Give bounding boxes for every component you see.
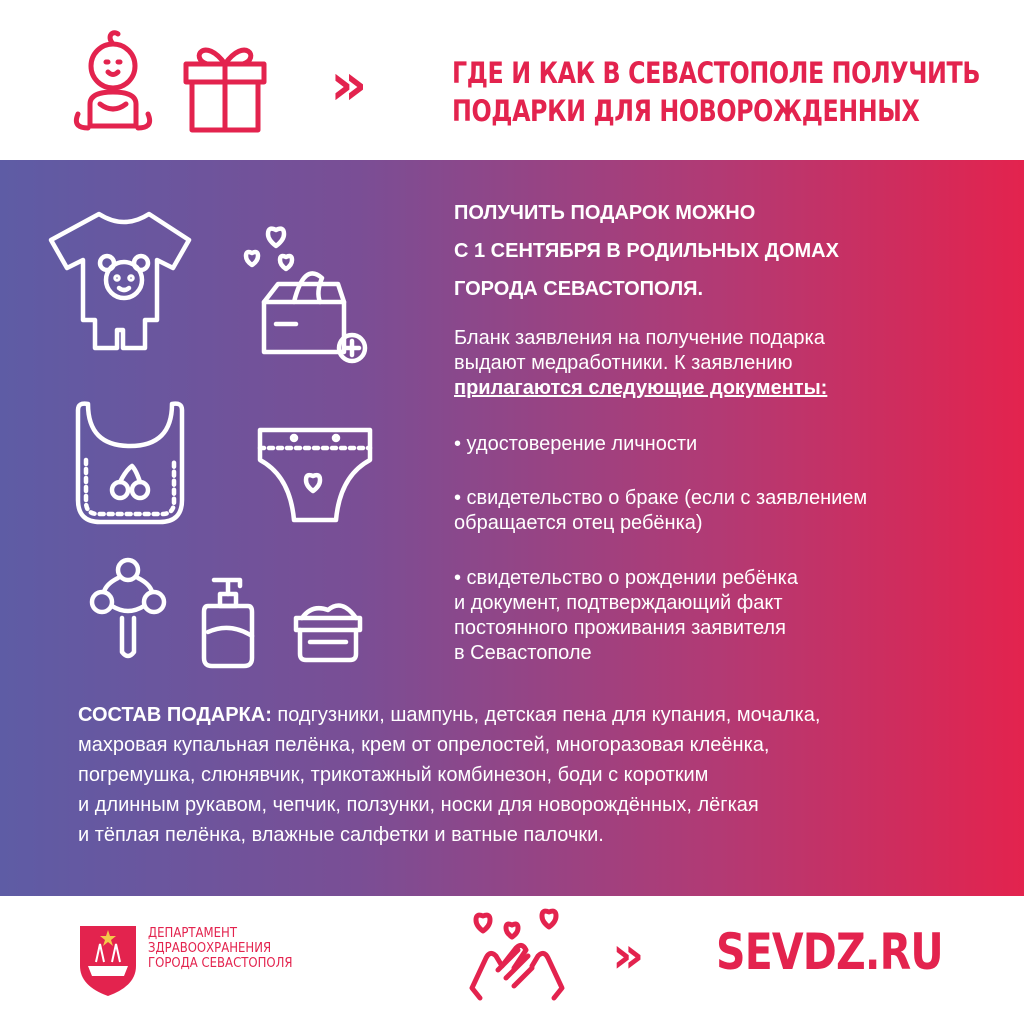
document-item-3-line-4: в Севастополе	[454, 642, 592, 664]
department-line-1: ДЕПАРТАМЕНТ	[148, 926, 237, 941]
document-item-3-line-2: и документ, подтверждающий факт	[454, 592, 783, 614]
page-title-line-1: ГДЕ И КАК В СЕВАСТОПОЛЕ ПОЛУЧИТЬ	[452, 56, 981, 90]
department-name	[148, 926, 293, 971]
wipes-box-icon	[238, 216, 378, 376]
hands-hearts-icon	[462, 908, 572, 1008]
lead-line-3: ГОРОДА СЕВАСТОПОЛЯ.	[454, 278, 704, 300]
composition-line-5: и тёплая пелёнка, влажные салфетки и ватные палочки.	[78, 824, 604, 846]
document-item-3	[454, 566, 798, 666]
composition-line-4: и длинным рукавом, чепчик, ползунки, носки для новорождённых, лёгкая	[78, 794, 759, 816]
document-item-2-line-1: • свидетельство о браке (если с заявлением	[454, 487, 868, 509]
document-item-3-line-3: постоянного проживания заявителя	[454, 617, 786, 639]
gift-composition	[78, 700, 978, 850]
application-text	[454, 326, 827, 401]
document-item-2	[454, 486, 867, 536]
rattle-icon	[88, 554, 168, 664]
composition-line-3: погремушка, слюнявчик, трикотажный комбинезон, боди с коротким	[78, 764, 709, 786]
website-link[interactable]: SEVDZ.RU	[716, 923, 943, 981]
cream-jar-icon	[288, 596, 368, 666]
page-title-line-2: ПОДАРКИ ДЛЯ НОВОРОЖДЕННЫХ	[452, 94, 920, 128]
baby-icon	[68, 26, 158, 136]
composition-line-1	[78, 700, 978, 730]
application-line-2: выдают медработники. К заявлению	[454, 352, 793, 374]
document-item-1	[454, 432, 697, 457]
department-line-2: ЗДРАВООХРАНЕНИЯ	[148, 941, 272, 956]
documents-heading: прилагаются следующие документы:	[454, 377, 828, 399]
application-line-1: Бланк заявления на получение подарка	[454, 327, 825, 349]
department-line-3: ГОРОДА СЕВАСТОПОЛЯ	[148, 956, 293, 971]
composition-label: СОСТАВ ПОДАРКА:	[78, 704, 272, 726]
page-title	[452, 54, 981, 130]
soap-bottle-icon	[200, 572, 260, 672]
lead-line-1: ПОЛУЧИТЬ ПОДАРОК МОЖНО	[454, 202, 756, 224]
composition-line-1-text: подгузники, шампунь, детская пена для купания, мочалка,	[271, 704, 821, 726]
composition-line-2: махровая купальная пелёнка, крем от опрелостей, многоразовая клеёнка,	[78, 734, 770, 756]
header-chevron-icon: »	[330, 50, 368, 118]
gift-icon	[180, 32, 270, 132]
document-item-3-line-1: • свидетельство о рождении ребёнка	[454, 567, 798, 589]
lead-line-2: С 1 СЕНТЯБРЯ В РОДИЛЬНЫХ ДОМАХ	[454, 240, 839, 262]
lead-text	[454, 194, 1014, 308]
footer-chevron-icon: »	[612, 926, 645, 984]
coat-of-arms-icon	[76, 922, 140, 998]
document-item-2-line-2: обращается отец ребёнка)	[454, 512, 703, 534]
diaper-icon	[250, 420, 380, 530]
bodysuit-icon	[54, 208, 194, 358]
bib-icon	[70, 400, 190, 530]
document-item-1-line-1: • удостоверение личности	[454, 433, 698, 455]
